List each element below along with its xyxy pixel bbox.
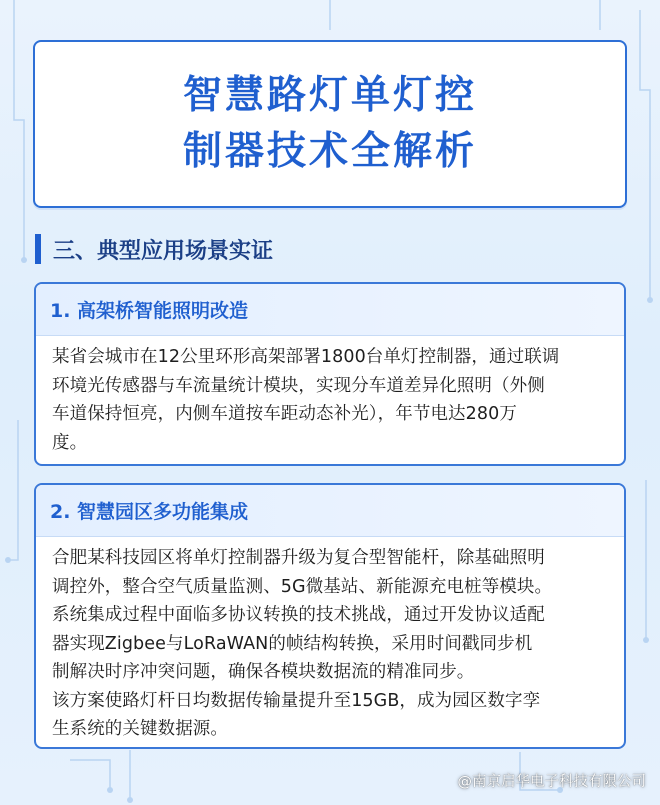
case-card-campus — [34, 483, 626, 749]
paragraph-line: 制解决时序冲突问题，确保各模块数据流的精准同步。 — [52, 662, 475, 682]
section-heading-text: 三、典型应用场景实证 — [53, 238, 274, 264]
paragraph-line: 合肥某科技园区将单灯控制器升级为复合型智能杆，除基础照明 — [52, 548, 545, 568]
section-heading — [35, 232, 273, 266]
section-accent-bar — [35, 234, 41, 264]
paragraph-line: 该方案使路灯杆日均数据传输量提升至15GB，成为园区数字孪 — [52, 690, 541, 711]
case-card-header — [36, 284, 624, 336]
paragraph-line: 度。 — [52, 432, 88, 453]
paragraph-line: 环境光传感器与车流量统计模块，实现分车道差异化照明（外侧 — [52, 375, 545, 396]
page-title-line-2: 制器技术全解析 — [182, 129, 477, 174]
page-title-line-1: 智慧路灯单灯控 — [182, 73, 477, 118]
case-card-title: 1. 高架桥智能照明改造 — [50, 300, 249, 322]
paragraph-line: 生系统的关键数据源。 — [52, 719, 228, 739]
watermark: @南京启华电子科技有限公司 — [457, 774, 646, 790]
paragraph-line: 调控外，整合空气质量监测、5G微基站、新能源充电桩等模块。 — [52, 576, 553, 597]
case-card-overpass — [34, 282, 626, 466]
case-card-header — [36, 485, 624, 537]
case-card-body — [36, 537, 624, 749]
title-card — [33, 40, 627, 208]
paragraph-line: 某省会城市在12公里环形高架部署1800台单灯控制器，通过联调 — [52, 347, 560, 367]
paragraph-line: 系统集成过程中面临多协议转换的技术挑战，通过开发协议适配 — [52, 605, 545, 625]
paragraph-line: 器实现Zigbee与LoRaWAN的帧结构转换，采用时间戳同步机 — [52, 633, 533, 654]
paragraph-line: 车道保持恒亮，内侧车道按车距动态补光），年节电达280万 — [52, 404, 517, 424]
case-card-body — [36, 336, 624, 466]
case-card-title: 2. 智慧园区多功能集成 — [50, 501, 249, 523]
